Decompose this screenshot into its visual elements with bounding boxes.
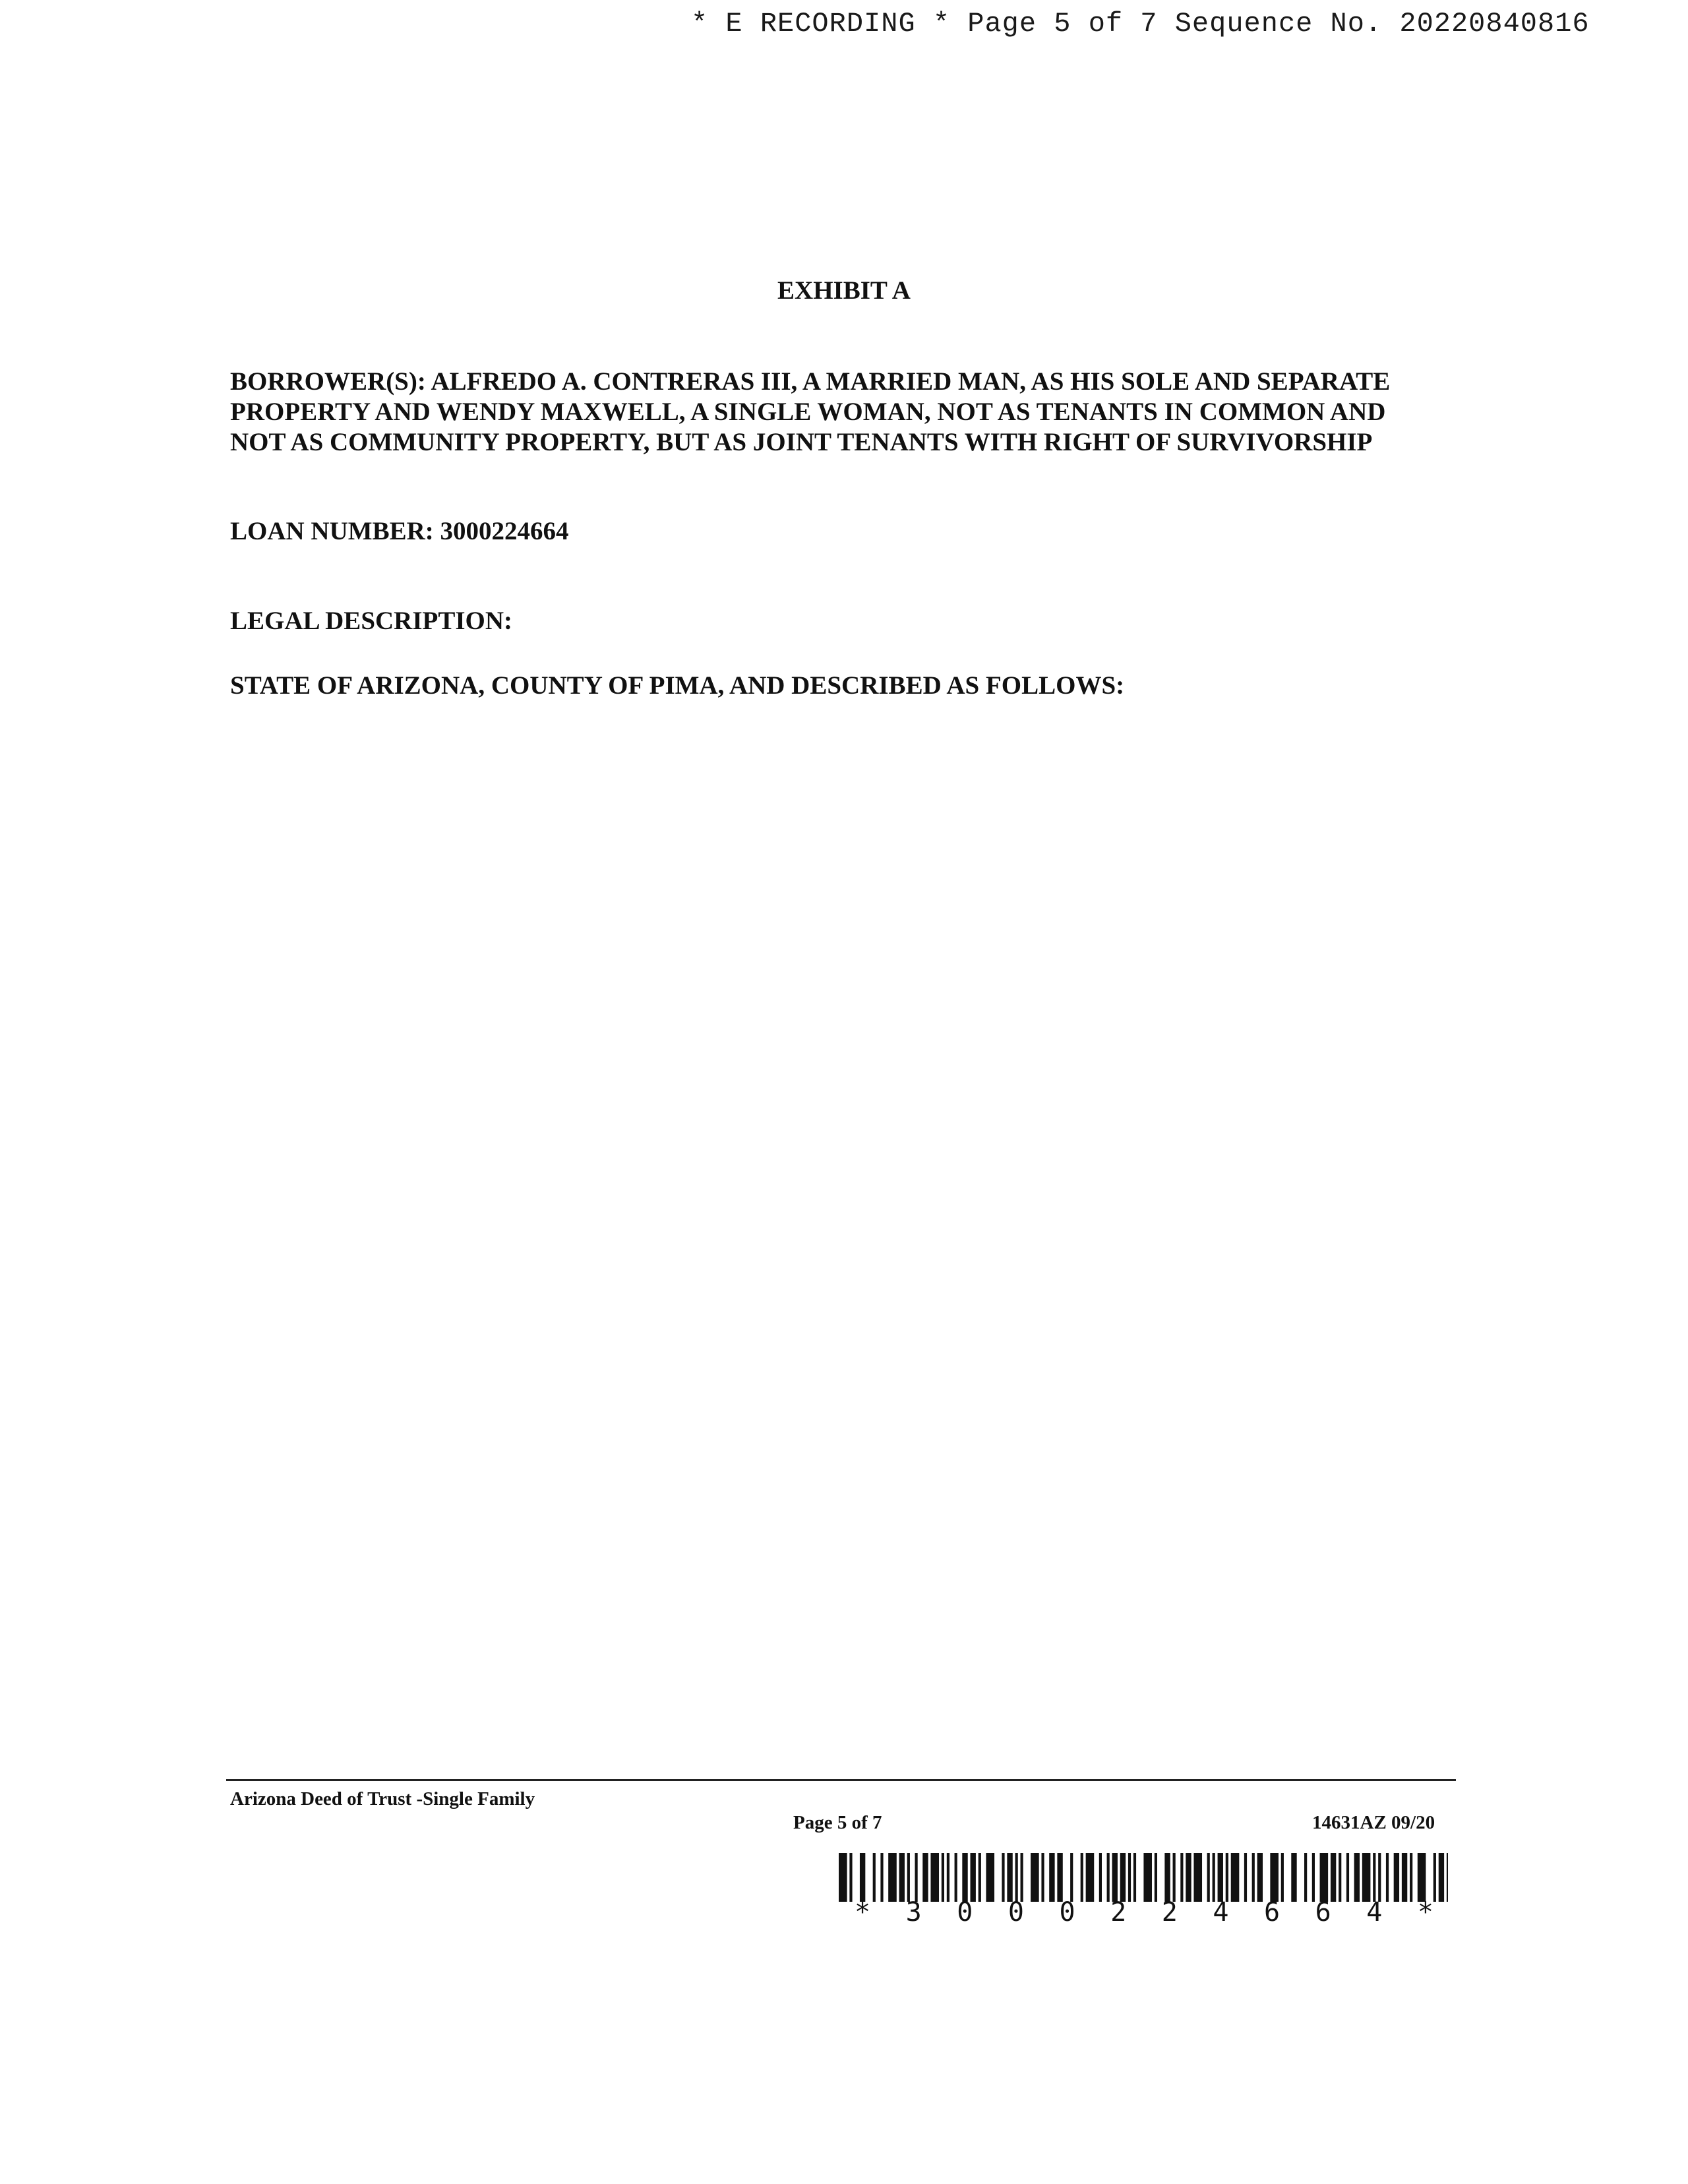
barcode-bar (1107, 1853, 1110, 1902)
barcode-bar (1386, 1853, 1389, 1902)
loan-number: LOAN NUMBER: 3000224664 (230, 517, 569, 545)
barcode-bar (888, 1853, 897, 1902)
barcode-bar (1331, 1853, 1336, 1902)
barcode-bar (849, 1853, 852, 1902)
barcode-bar (907, 1853, 910, 1902)
barcode-char: 0 (957, 1897, 973, 1927)
barcode-bar (1015, 1853, 1018, 1902)
footer-divider (226, 1779, 1456, 1781)
barcode-bar (1070, 1853, 1073, 1902)
barcode-bar (1320, 1853, 1329, 1902)
barcode-bar (1120, 1853, 1126, 1902)
barcode-bar (1049, 1853, 1054, 1902)
barcode-char: 3 (905, 1897, 922, 1927)
barcode-bar (1378, 1853, 1381, 1902)
barcode-bar (1173, 1853, 1176, 1902)
barcode-char: 0 (1059, 1897, 1075, 1927)
barcode-bar (1252, 1853, 1255, 1902)
barcode-bar (1257, 1853, 1263, 1902)
barcode-bars (837, 1853, 1451, 1902)
barcode-bar (873, 1853, 876, 1902)
barcode-bar (1180, 1853, 1183, 1902)
barcode-char: 4 (1213, 1897, 1229, 1927)
barcode-char: 2 (1110, 1897, 1127, 1927)
exhibit-title: EXHIBIT A (777, 276, 911, 305)
barcode-bar (947, 1853, 950, 1902)
barcode-bar (1128, 1853, 1131, 1902)
barcode-bar (1433, 1853, 1436, 1902)
barcode-bar (1244, 1853, 1247, 1902)
barcode-bar (1099, 1853, 1102, 1902)
barcode-bar (915, 1853, 918, 1902)
barcode-bar (1007, 1853, 1012, 1902)
barcode-bar (1270, 1853, 1279, 1902)
barcode-bar (1155, 1853, 1157, 1902)
barcode-bar (930, 1853, 939, 1902)
barcode-bar (986, 1853, 994, 1902)
barcode-bar (922, 1853, 928, 1902)
barcode-bar (962, 1853, 967, 1902)
barcode-bar (1213, 1853, 1215, 1902)
barcode-char: 6 (1263, 1897, 1281, 1927)
barcode-bar (860, 1853, 865, 1902)
barcode-bar (1031, 1853, 1039, 1902)
barcode-bar (1218, 1853, 1223, 1902)
barcode-bar (1143, 1853, 1152, 1902)
barcode-bar (1291, 1853, 1296, 1902)
legal-description-label: LEGAL DESCRIPTION: (230, 607, 513, 635)
borrowers-line: PROPERTY AND WENDY MAXWELL, A SINGLE WOMAN, NOT AS TENANTS IN COMMON AND (230, 398, 1386, 426)
barcode-bar (979, 1853, 981, 1902)
barcode-bar (1021, 1853, 1023, 1902)
barcode-bar (1193, 1853, 1202, 1902)
footer-document-name: Arizona Deed of Trust -Single Family (230, 1788, 535, 1809)
barcode-bar (839, 1853, 847, 1902)
borrowers-line: BORROWER(S): ALFREDO A. CONTRERAS III, A MARRIED MAN, AS HIS SOLE AND SEPARATE (230, 367, 1391, 396)
barcode-char: 0 (1008, 1897, 1024, 1927)
barcode-bar (1081, 1853, 1083, 1902)
barcode-char: * (1417, 1897, 1433, 1927)
barcode-bar (1133, 1853, 1136, 1902)
footer-page-number: Page 5 of 7 (793, 1812, 882, 1833)
borrowers-line: NOT AS COMMUNITY PROPERTY, BUT AS JOINT TENANTS WITH RIGHT OF SURVIVORSHIP (230, 428, 1373, 456)
barcode-bar (1207, 1853, 1210, 1902)
barcode-bar (1373, 1853, 1375, 1902)
barcode-bar (1362, 1853, 1371, 1902)
barcode-char: 6 (1315, 1897, 1331, 1927)
barcode-bar (955, 1853, 957, 1902)
barcode-bar (1057, 1853, 1062, 1902)
barcode-bar (880, 1853, 883, 1902)
barcode-char: 4 (1366, 1897, 1383, 1927)
barcode-bar (1231, 1853, 1240, 1902)
barcode-bar (971, 1853, 976, 1902)
barcode-char: 2 (1161, 1897, 1178, 1927)
borrowers-paragraph (230, 367, 1470, 458)
barcode-bar (1281, 1853, 1284, 1902)
recording-header: * E RECORDING * Page 5 of 7 Sequence No. 20220840816 (691, 8, 1590, 40)
barcode-bar (1339, 1853, 1341, 1902)
barcode-bar (1447, 1853, 1448, 1902)
barcode-bar (1112, 1853, 1118, 1902)
barcode-bar (1312, 1853, 1315, 1902)
barcode-bar (942, 1853, 944, 1902)
barcode-char: * (854, 1897, 871, 1927)
barcode-bar (1002, 1853, 1004, 1902)
state-county-line: STATE OF ARIZONA, COUNTY OF PIMA, AND DESCRIBED AS FOLLOWS: (230, 671, 1125, 700)
barcode-bar (1304, 1853, 1307, 1902)
barcode-bar (1164, 1853, 1170, 1902)
barcode-bar (1394, 1853, 1399, 1902)
barcode-bar (1354, 1853, 1360, 1902)
barcode-bar (1041, 1853, 1044, 1902)
barcode-bar (1439, 1853, 1444, 1902)
barcode-bar (1186, 1853, 1191, 1902)
barcode-bar (899, 1853, 905, 1902)
footer-form-code: 14631AZ 09/20 (1312, 1812, 1435, 1833)
barcode-bar (1346, 1853, 1349, 1902)
loan-barcode (837, 1853, 1451, 1926)
barcode-bar (1402, 1853, 1407, 1902)
barcode-bar (1086, 1853, 1095, 1902)
barcode-text (837, 1899, 1451, 1926)
barcode-bar (1226, 1853, 1228, 1902)
barcode-bar (1410, 1853, 1412, 1902)
barcode-bar (1418, 1853, 1426, 1902)
